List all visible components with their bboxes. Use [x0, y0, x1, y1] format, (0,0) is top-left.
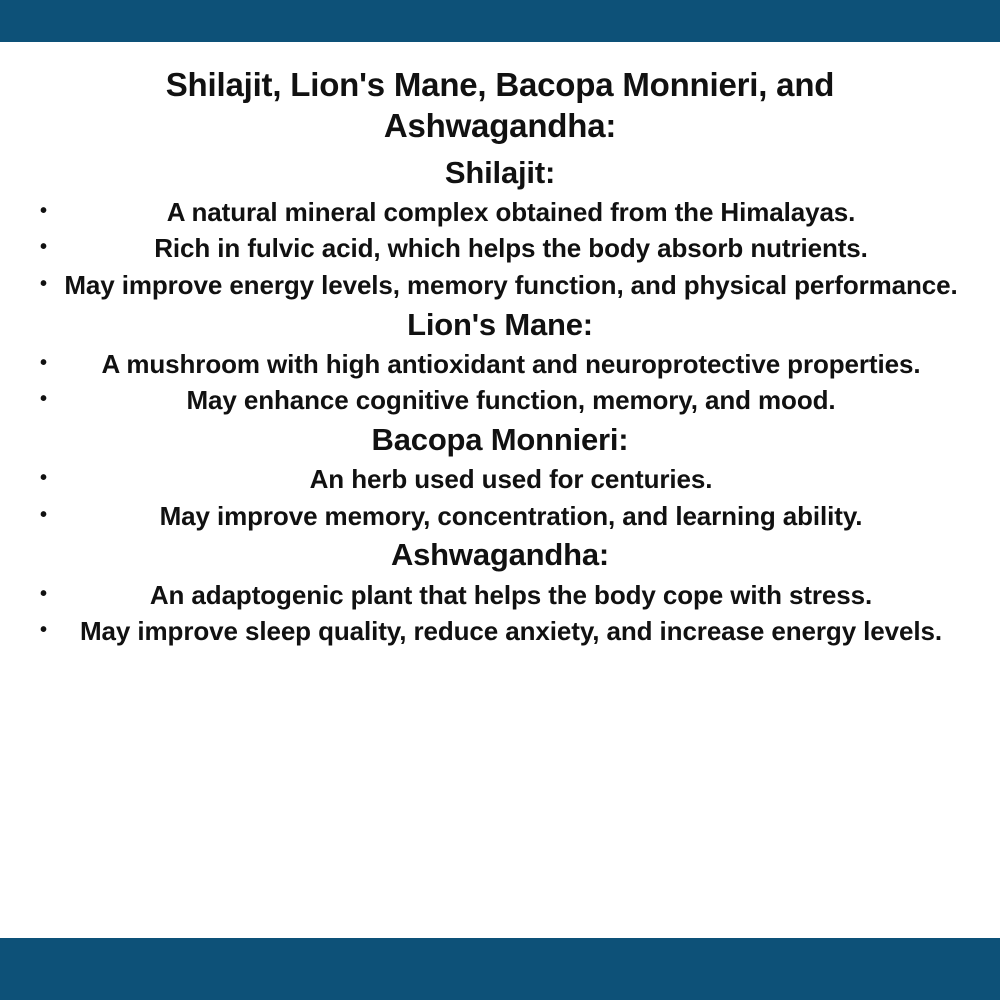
bullet-icon: • — [40, 351, 47, 374]
list-item-text: May improve sleep quality, reduce anxiety, and increase energy levels. — [80, 616, 942, 647]
list-item-text: May enhance cognitive function, memory, and mood. — [186, 385, 836, 416]
list-item — [18, 578, 982, 613]
section-heading-ashwagandha: Ashwagandha: — [390, 537, 610, 573]
list-item-text: A mushroom with high antioxidant and neuroprotective properties. — [101, 348, 921, 379]
list-item-text: An adaptogenic plant that helps the body cope with stress. — [149, 579, 873, 610]
list-item — [18, 268, 982, 303]
bullet-list-bacopa-monnieri — [18, 462, 982, 533]
bullet-icon: • — [40, 619, 47, 642]
list-item-text: Rich in fulvic acid, which helps the body absorb nutrients. — [154, 233, 868, 264]
list-item-text: May improve energy levels, memory function, and physical performance. — [64, 269, 958, 300]
bullet-icon: • — [40, 388, 47, 411]
list-item — [18, 462, 982, 497]
list-item — [18, 347, 982, 382]
bullet-icon: • — [40, 582, 47, 605]
section-heading-bacopa-monnieri: Bacopa Monnieri: — [371, 421, 629, 457]
list-item — [18, 195, 982, 230]
list-item-text: An herb used used for centuries. — [309, 464, 713, 495]
bullet-icon: • — [40, 503, 47, 526]
top-accent-bar — [0, 0, 1000, 42]
bullet-icon: • — [40, 272, 47, 295]
section-heading-lions-mane: Lion's Mane: — [407, 306, 593, 342]
bullet-icon: • — [40, 467, 47, 490]
bullet-list-ashwagandha — [18, 578, 982, 649]
section-heading-shilajit: Shilajit: — [444, 154, 556, 190]
bullet-list-lions-mane — [18, 347, 982, 418]
bullet-list-shilajit — [18, 195, 982, 303]
document-content — [0, 42, 1000, 938]
list-item — [18, 499, 982, 534]
list-item-text: May improve memory, concentration, and learning ability. — [159, 500, 863, 531]
page-title: Shilajit, Lion's Mane, Bacopa Monnieri, and Ashwagandha: — [165, 66, 835, 145]
list-item — [18, 383, 982, 418]
bullet-icon: • — [40, 236, 47, 259]
list-item — [18, 231, 982, 266]
bottom-accent-bar — [0, 938, 1000, 1000]
bullet-icon: • — [40, 199, 47, 222]
list-item — [18, 614, 982, 649]
list-item-text: A natural mineral complex obtained from the Himalayas. — [166, 196, 856, 227]
